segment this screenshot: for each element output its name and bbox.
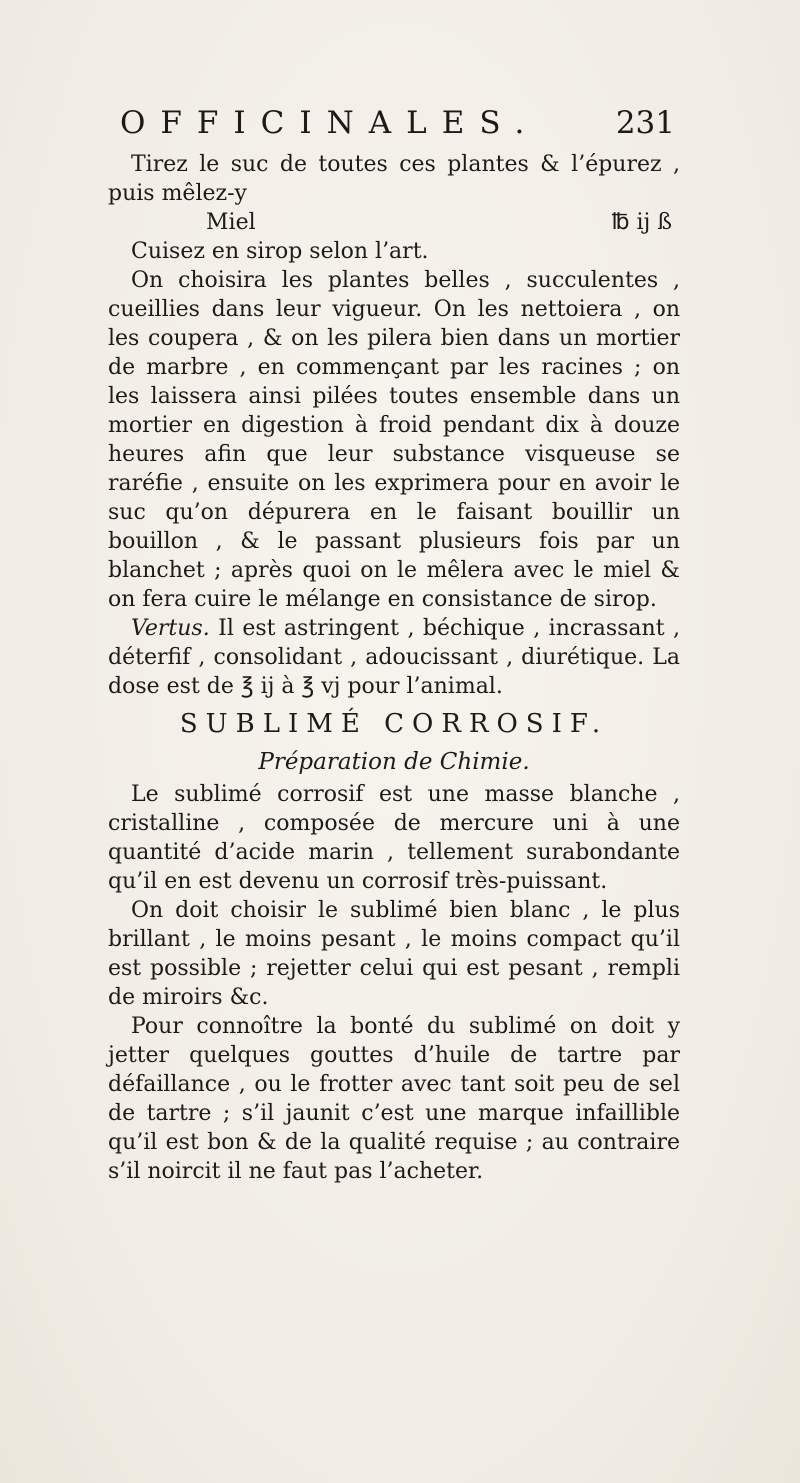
paragraph-method: On choisira les plantes belles , succulentes , cueillies dans leur vigueur. On les nettoiera , on les coupera , & on les pilera bien dans un mortier de marbre , en commençant par les racines ; on les laissera ainsi pilées toutes ensemble dans un mortier en digestion à froid pendant dix à douze heures afin que leur substance visqueuse se raréfie , ensuite on les exprimera pour en avoir le suc qu’on dépurera en le faisant bouillir un bouillon , & le passant plusieurs fois par un blanchet ; après quoi on le mêlera avec le miel & on fera cuire le mélange en consistance de sirop.: [108, 268, 680, 612]
paragraph-sublime-choice: On doit choisir le sublimé bien blanc , le plus brillant , le moins pesant , le moins compact qu’il est possible ; rejetter celui qui est pesant , rempli de miroirs &c.: [108, 898, 680, 1010]
recipe-ingredient: Miel: [206, 210, 256, 235]
virtues-label: Vertus.: [131, 616, 210, 641]
paragraph-sublime-test: Pour connoître la bonté du sublimé on doit y jetter quelques gouttes d’huile de tartre par défaillance , ou le frotter avec tant soit peu de sel de tartre ; s’il jaunit c’est une marque infaillible qu’il est bon & de la qualité requise ; au contraire s’il noircit il ne faut pas l’acheter.: [108, 1014, 680, 1184]
paragraph-cooking: Cuisez en sirop selon l’art.: [131, 239, 429, 264]
paragraph-virtues: [108, 614, 680, 701]
running-title: OFFICINALES.: [120, 105, 540, 141]
body-text: [108, 150, 680, 1186]
section-subtitle: Préparation de Chimie.: [258, 749, 530, 775]
section-title: SUBLIMÉ CORROSIF.: [179, 709, 609, 739]
recipe-quantity: ℔ ij ß: [611, 210, 672, 235]
virtues-text: Il est astringent , béchique , incrassant , déterfif , consolidant , adoucissant , diurétique. La dose est de ℥ ij à ℥ vj pour l’animal.: [108, 616, 680, 699]
paragraph-preparation-intro: Tirez le suc de toutes ces plantes & l’épurez , puis mêlez-y: [108, 152, 680, 206]
recipe-line: [206, 208, 672, 237]
running-head: [120, 105, 675, 145]
paragraph-sublime-definition: Le sublimé corrosif est une masse blanche , cristalline , composée de mercure uni à une quantité d’acide marin , tellement surabondante qu’il en est devenu un corrosif très-puissant.: [108, 782, 680, 894]
page-number: 231: [615, 105, 675, 141]
